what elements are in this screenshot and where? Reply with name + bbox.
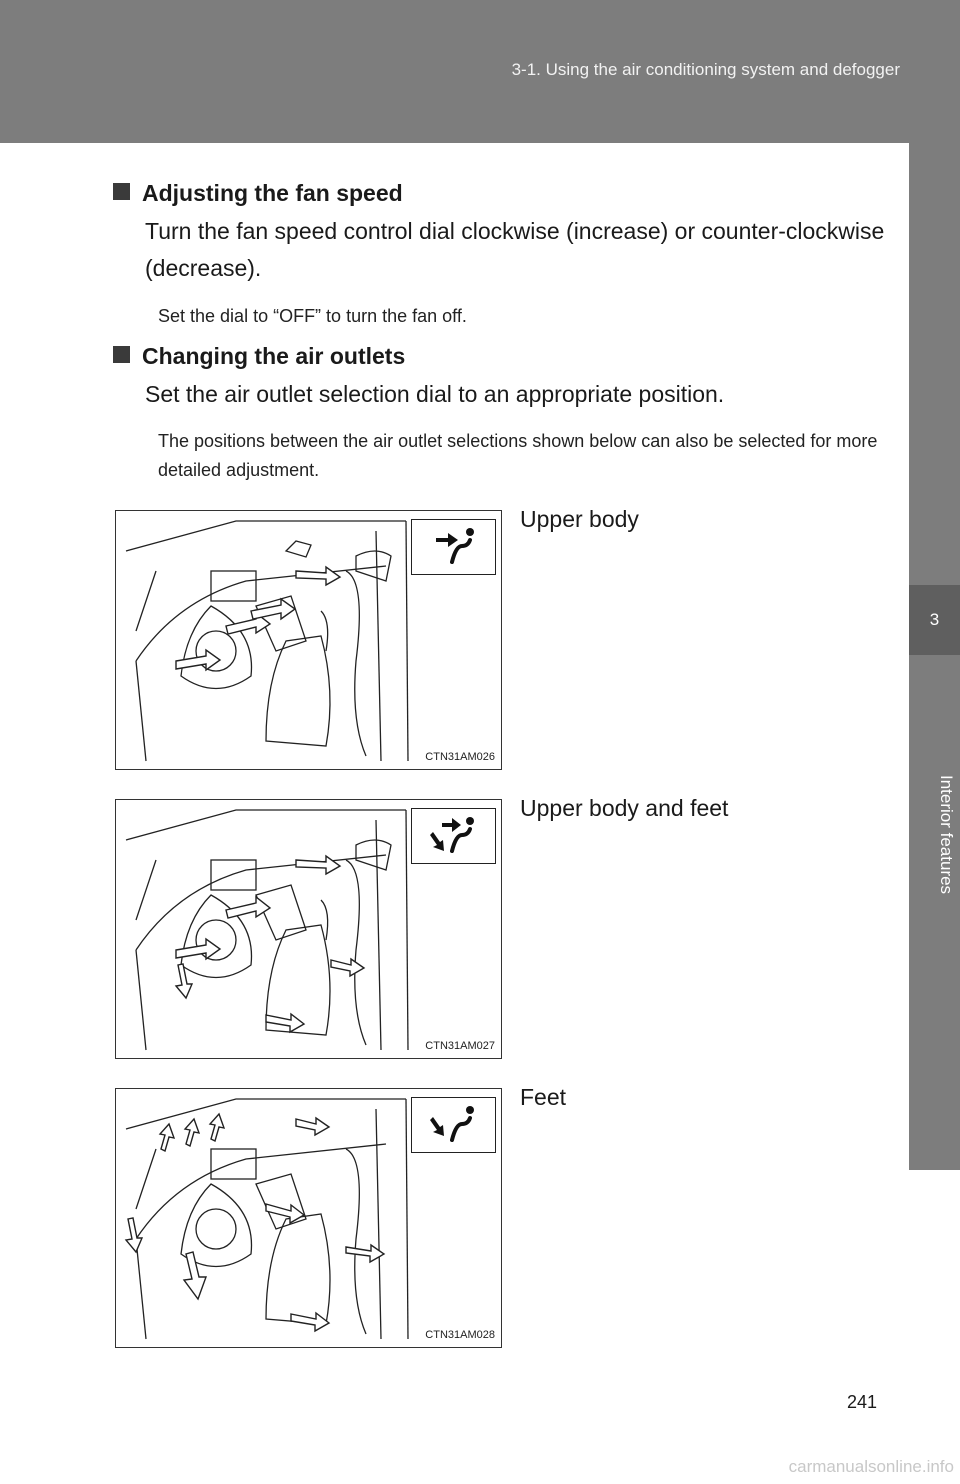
air-outlet-note: The positions between the air outlet selections shown below can also be selected for more detailed adjustment. bbox=[158, 431, 878, 480]
header-bar bbox=[0, 0, 960, 143]
figure-upper-body-and-feet bbox=[115, 799, 502, 1059]
airflow-arrows bbox=[176, 856, 364, 1032]
air-outlet-instruction: Set the air outlet selection dial to an appropriate position. bbox=[145, 381, 725, 407]
fan-speed-note: Set the dial to “OFF” to turn the fan off. bbox=[158, 306, 467, 326]
chapter-number: 3 bbox=[909, 585, 960, 655]
feet-vent-icon bbox=[411, 1097, 496, 1153]
section-heading-text: Adjusting the fan speed bbox=[142, 180, 403, 206]
watermark: carmanualsonline.info bbox=[788, 1457, 954, 1476]
page-number: 241 bbox=[847, 1392, 878, 1412]
fan-speed-instruction: Turn the fan speed control dial clockwise (increase) or counter-clockwise (decrease). bbox=[145, 218, 885, 281]
figure-code: CTN31AM028 bbox=[425, 1329, 495, 1341]
section-heading-air-outlets bbox=[113, 343, 405, 370]
figure-upper-body bbox=[115, 510, 502, 770]
section-title: 3-1. Using the air conditioning system and defogger bbox=[511, 60, 900, 79]
chapter-label: Interior features bbox=[937, 775, 956, 895]
mode-label-upper-body-and-feet: Upper body and feet bbox=[520, 795, 729, 821]
airflow-arrows bbox=[126, 1114, 384, 1331]
section-heading-text: Changing the air outlets bbox=[142, 343, 406, 369]
mode-label-feet: Feet bbox=[520, 1084, 567, 1110]
square-bullet-icon bbox=[113, 183, 130, 200]
square-bullet-icon bbox=[113, 346, 130, 363]
figure-code: CTN31AM026 bbox=[425, 751, 495, 763]
mode-label-upper-body: Upper body bbox=[520, 506, 639, 532]
bi-level-vent-icon bbox=[411, 808, 496, 864]
section-heading-fan-speed bbox=[113, 180, 403, 207]
upper-body-vent-icon bbox=[411, 519, 496, 575]
figure-code: CTN31AM027 bbox=[425, 1040, 495, 1052]
figure-feet bbox=[115, 1088, 502, 1348]
chapter-side-tab bbox=[909, 143, 960, 1170]
